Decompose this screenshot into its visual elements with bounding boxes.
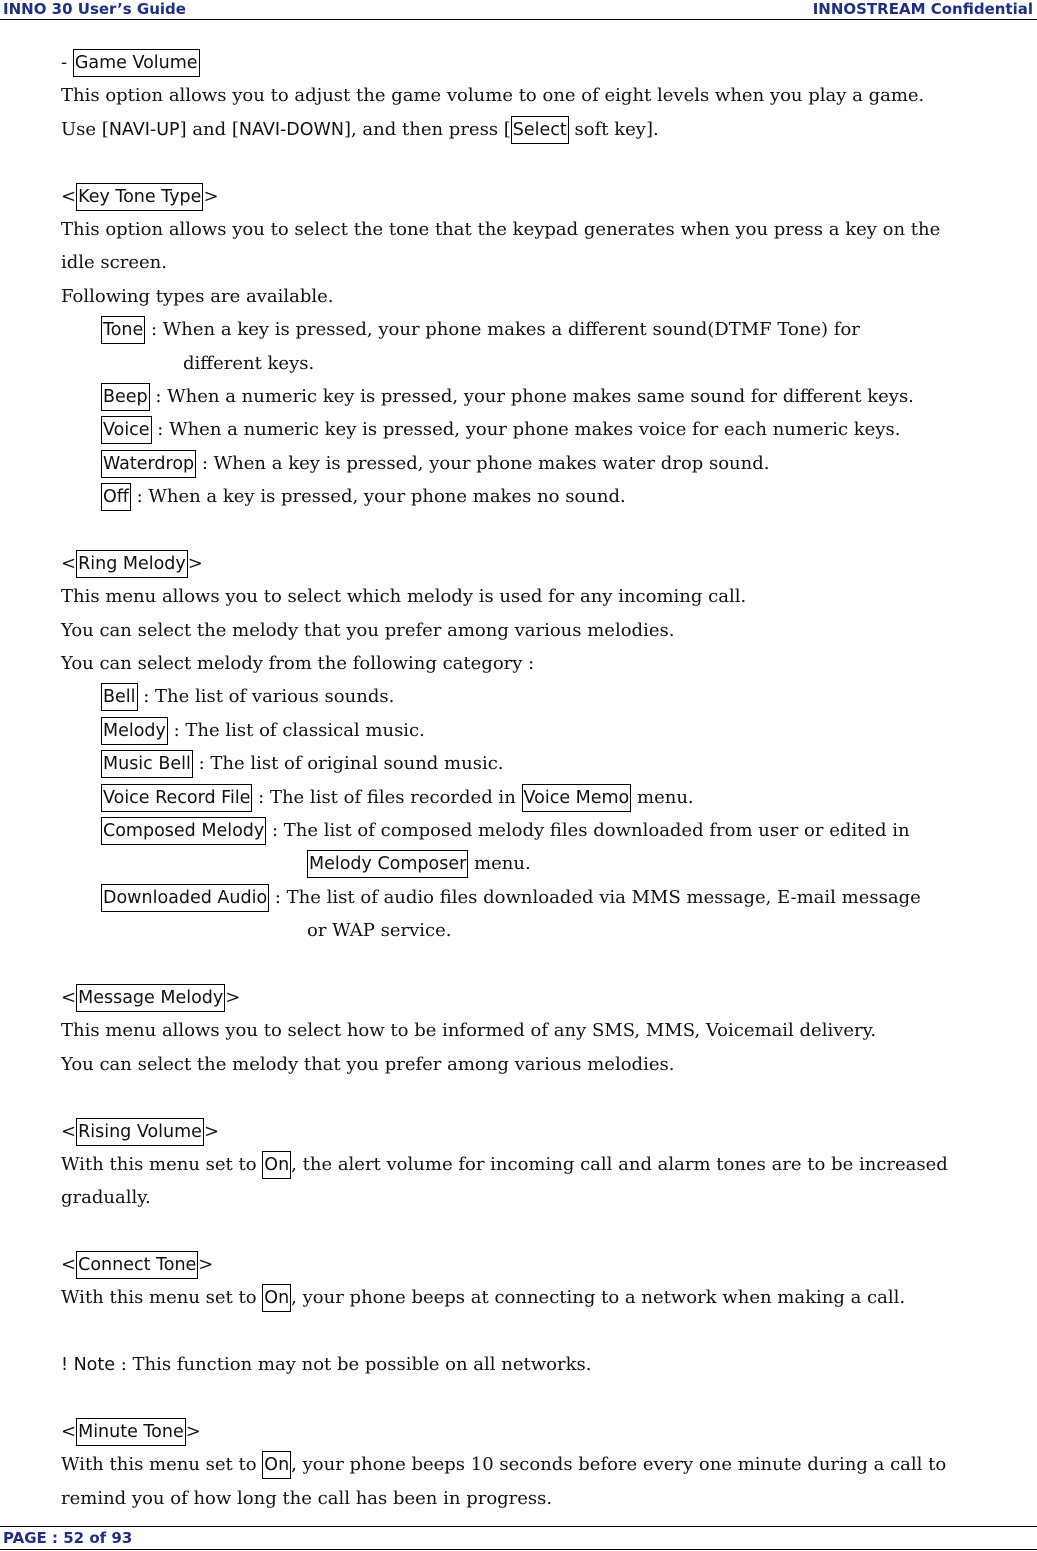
ring-melody-heading <box>61 547 1037 580</box>
rising-volume-desc-2: gradually. <box>61 1187 151 1209</box>
bracket: > <box>185 1421 201 1443</box>
text: menu. <box>631 786 694 808</box>
category-downloaded-audio: Downloaded Audio <box>101 884 269 912</box>
text: , your phone beeps 10 seconds before every one minute during a call to <box>291 1454 947 1476</box>
bracket: < <box>61 1421 77 1443</box>
list-item <box>61 413 1037 446</box>
list-item <box>61 781 1037 814</box>
bracket: > <box>198 1254 214 1276</box>
rising-volume-desc-1 <box>61 1148 1037 1181</box>
melody-composer-ref: Melody Composer <box>307 850 468 878</box>
text: ], and then press [ <box>343 118 511 140</box>
text: : When a key is pressed, your phone makes no sound. <box>130 486 626 508</box>
ring-melody-label: Ring Melody <box>76 550 188 578</box>
message-melody-heading <box>61 981 1037 1014</box>
text: : When a numeric key is pressed, your phone makes same sound for different keys. <box>149 385 914 407</box>
page-number: PAGE : 52 of 93 <box>3 1529 133 1547</box>
header-doc-title: INNO 30 User’s Guide <box>3 0 186 18</box>
list-item <box>61 313 1037 346</box>
minute-tone-desc-2: remind you of how long the call has been in progress. <box>61 1487 553 1509</box>
option-tone: Tone <box>101 316 145 344</box>
voice-memo-ref: Voice Memo <box>522 784 632 812</box>
text: With this menu set to <box>61 1153 263 1175</box>
ring-melody-desc-1: This menu allows you to select which melody is used for any incoming call. <box>61 586 747 608</box>
game-volume-heading <box>61 46 1037 79</box>
on-value: On <box>262 1451 291 1479</box>
note-label: ! Note <box>61 1355 116 1376</box>
key-tone-label: Key Tone Type <box>76 183 203 211</box>
connect-tone-label: Connect Tone <box>76 1251 198 1279</box>
list-item-continued: or WAP service. <box>307 920 452 942</box>
text: : The list of original sound music. <box>192 753 504 775</box>
page-footer <box>0 1526 1037 1550</box>
key-tone-desc-1: This option allows you to select the tone that the keypad generates when you press a key on the <box>61 218 941 240</box>
category-music-bell: Music Bell <box>101 750 193 778</box>
on-value: On <box>262 1151 291 1179</box>
page-body <box>61 46 1037 1515</box>
bracket: > <box>225 986 241 1008</box>
text: With this menu set to <box>61 1287 263 1309</box>
option-off: Off <box>101 483 131 511</box>
list-item-continued <box>61 847 1037 880</box>
key-tone-desc-3: Following types are available. <box>61 285 334 307</box>
game-volume-label: Game Volume <box>73 49 200 77</box>
list-item <box>61 680 1037 713</box>
page-header <box>0 0 1037 20</box>
key-navi-up: NAVI-UP <box>108 119 180 140</box>
category-voice-record-file: Voice Record File <box>101 784 252 812</box>
message-melody-desc-1: This menu allows you to select how to be informed of any SMS, MMS, Voicemail delivery. <box>61 1020 877 1042</box>
text: , the alert volume for incoming call and alarm tones are to be increased <box>291 1153 948 1175</box>
ring-melody-desc-2: You can select the melody that you prefer among various melodies. <box>61 619 675 641</box>
text: : The list of various sounds. <box>137 686 395 708</box>
connect-tone-desc <box>61 1281 1037 1314</box>
bracket: < <box>61 986 77 1008</box>
text: : When a numeric key is pressed, your phone makes voice for each numeric keys. <box>151 419 901 441</box>
select-soft-key-label: Select <box>511 116 569 144</box>
text: : The list of composed melody files downloaded from user or edited in <box>266 819 910 841</box>
option-waterdrop: Waterdrop <box>101 450 196 478</box>
bracket: < <box>61 1254 77 1276</box>
list-item <box>61 380 1037 413</box>
key-navi-down: NAVI-DOWN <box>238 119 344 140</box>
text: : The list of files recorded in <box>252 786 522 808</box>
key-tone-heading <box>61 180 1037 213</box>
minute-tone-heading <box>61 1415 1037 1448</box>
bracket: > <box>203 185 219 207</box>
dash: - <box>61 52 73 73</box>
list-item-continued: different keys. <box>183 352 315 374</box>
connect-tone-heading <box>61 1248 1037 1281</box>
game-volume-usage <box>61 113 1037 146</box>
key-tone-desc-2: idle screen. <box>61 252 167 274</box>
option-voice: Voice <box>101 416 152 444</box>
minute-tone-desc-1 <box>61 1448 1037 1481</box>
bracket: < <box>61 185 77 207</box>
text: : When a key is pressed, your phone makes water drop sound. <box>196 452 770 474</box>
bracket: > <box>203 1120 220 1142</box>
ring-melody-desc-3: You can select melody from the following category : <box>61 653 535 675</box>
list-item <box>61 814 1037 847</box>
bracket: > <box>187 552 203 574</box>
rising-volume-label: Rising Volume <box>76 1118 204 1146</box>
minute-tone-label: Minute Tone <box>76 1418 186 1446</box>
note <box>61 1348 1037 1381</box>
note-text: : This function may not be possible on all networks. <box>115 1354 592 1376</box>
list-item <box>61 480 1037 513</box>
game-volume-desc: This option allows you to adjust the game volume to one of eight levels when you play a game. <box>61 85 925 107</box>
category-bell: Bell <box>101 683 138 711</box>
category-composed-melody: Composed Melody <box>101 817 266 845</box>
header-confidential: INNOSTREAM Confidential <box>812 0 1033 18</box>
text: : The list of audio files downloaded via MMS message, E-mail message <box>269 886 921 908</box>
text: menu. <box>468 853 531 875</box>
list-item <box>61 747 1037 780</box>
bracket: < <box>61 1120 77 1142</box>
text: : When a key is pressed, your phone makes a different sound(DTMF Tone) for <box>145 319 860 341</box>
rising-volume-heading <box>61 1115 1037 1148</box>
message-melody-label: Message Melody <box>76 984 225 1012</box>
text: soft key]. <box>568 118 659 140</box>
list-item <box>61 714 1037 747</box>
text: : The list of classical music. <box>167 719 425 741</box>
bracket: < <box>61 552 77 574</box>
category-melody: Melody <box>101 717 168 745</box>
option-beep: Beep <box>101 383 150 411</box>
list-item <box>61 881 1037 914</box>
text: With this menu set to <box>61 1454 263 1476</box>
message-melody-desc-2: You can select the melody that you prefer among various melodies. <box>61 1053 675 1075</box>
text: ] and [ <box>179 118 239 140</box>
list-item <box>61 447 1037 480</box>
on-value: On <box>262 1284 291 1312</box>
text: , your phone beeps at connecting to a network when making a call. <box>291 1287 906 1309</box>
text: Use [ <box>61 118 109 140</box>
